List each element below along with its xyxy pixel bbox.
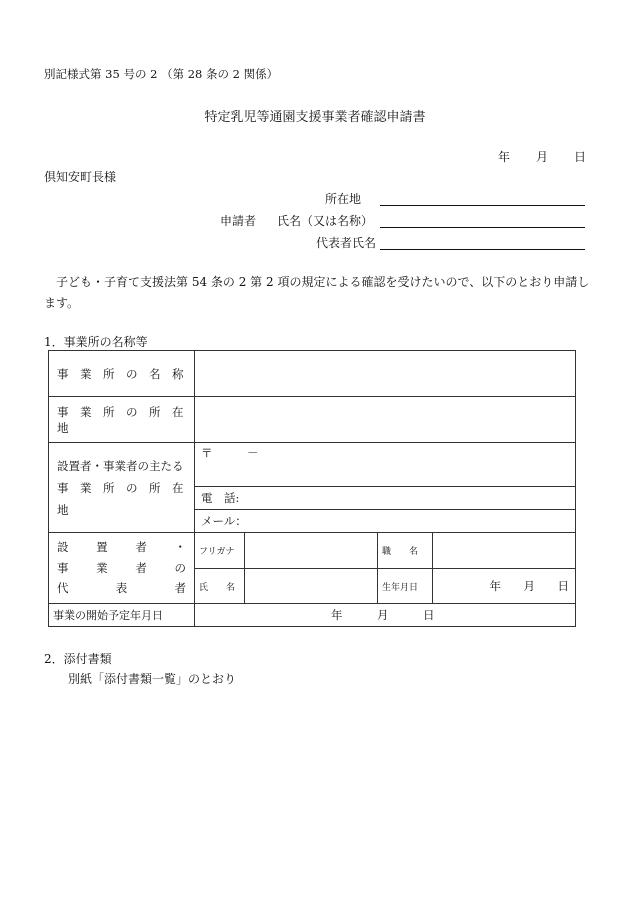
- rep-label-line3: 代 表 者: [57, 581, 186, 596]
- applicant-label: 申請者: [220, 214, 257, 228]
- office-address-field[interactable]: [195, 397, 576, 443]
- phone-label: 電 話:: [201, 491, 240, 505]
- form-reference: 別記様式第 35 号の 2 （第 28 条の 2 関係）: [44, 67, 279, 81]
- representative-field[interactable]: [380, 249, 585, 250]
- document-title: 特定乳児等通園支援事業者確認申請書: [204, 110, 426, 125]
- birthdate-field[interactable]: 年 月 日: [433, 569, 576, 604]
- email-field[interactable]: [195, 510, 576, 533]
- start-date-field[interactable]: 年 月 日: [195, 604, 576, 627]
- date-year: 年: [498, 150, 511, 164]
- attachments-note: 別紙「添付書類一覧」のとおり: [68, 672, 237, 686]
- position-label: 職 名: [378, 533, 433, 569]
- intro-text: 子ども・子育て支援法第 54 条の 2 第 2 項の規定による確認を受けたいので、以下のとおり申請します。: [44, 275, 590, 310]
- office-info-table: [48, 350, 576, 627]
- date-month: 月: [536, 150, 549, 164]
- main-office-label-line2: 事 業 所 の 所 在 地: [57, 480, 195, 517]
- application-date: [498, 148, 586, 165]
- section2-title: 2．添付書類: [44, 652, 112, 666]
- representative-section-label: [49, 533, 195, 604]
- intro-paragraph: [44, 272, 592, 314]
- phone-field[interactable]: [195, 487, 576, 510]
- position-field[interactable]: [433, 533, 576, 569]
- name-label: 氏名（又は名称）: [277, 214, 374, 228]
- address-label: 所在地: [325, 192, 362, 206]
- start-date-label: 事業の開始予定年月日: [49, 604, 195, 627]
- birthdate-label: 生年月日: [378, 569, 433, 604]
- rep-label-line1: 設 置 者 ・: [57, 540, 186, 555]
- rep-name-field[interactable]: [245, 569, 378, 604]
- postal-mark: 〒 －: [201, 446, 259, 460]
- main-office-label: [49, 443, 195, 533]
- email-label: メール：: [201, 514, 247, 528]
- addressee: 倶知安町長様: [44, 170, 117, 184]
- office-name-field[interactable]: [195, 351, 576, 397]
- main-office-label-line1: 設置者・事業者の主たる: [57, 458, 184, 473]
- representative-label: 代表者氏名: [316, 236, 377, 250]
- rep-label-line2: 事 業 者 の: [57, 560, 186, 575]
- address-field[interactable]: [380, 205, 585, 206]
- office-address-label: 事 業 所 の 所 在 地: [49, 397, 195, 443]
- furigana-label: フリガナ: [195, 533, 245, 569]
- office-name-label: 事 業 所 の 名 称: [49, 351, 195, 397]
- name-label-cell: 氏 名: [195, 569, 245, 604]
- section1-title: 1．事業所の名称等: [44, 335, 148, 349]
- name-field[interactable]: [380, 227, 585, 228]
- date-day: 日: [574, 150, 587, 164]
- postal-code-field[interactable]: [195, 443, 576, 487]
- furigana-field[interactable]: [245, 533, 378, 569]
